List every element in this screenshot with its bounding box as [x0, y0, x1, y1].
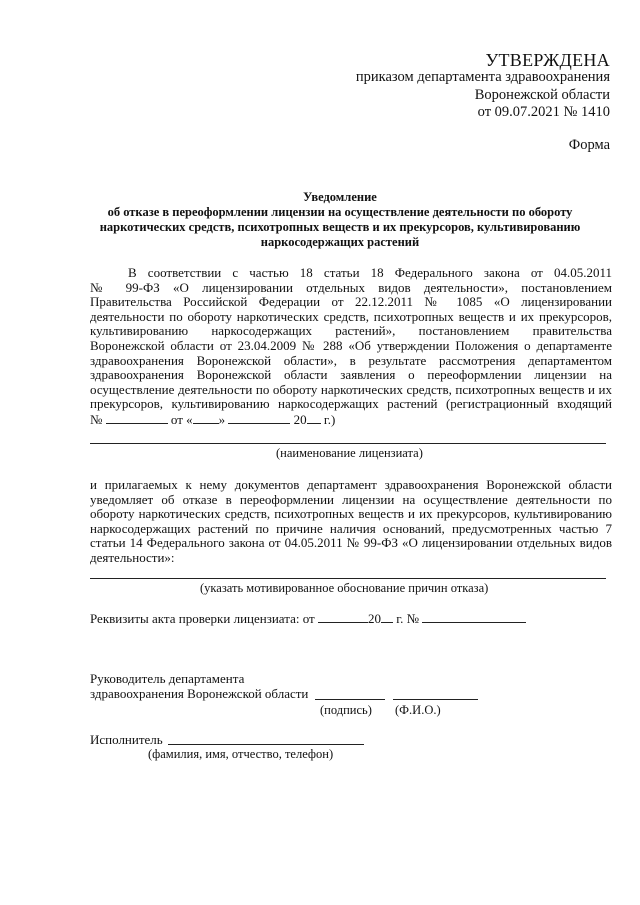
registration-line: № от « » 20 г.) — [90, 411, 336, 427]
signer-name-field[interactable] — [393, 699, 478, 700]
form-label: Форма — [568, 137, 610, 153]
executor-field[interactable] — [168, 744, 364, 745]
signer-position-line-1: Руководитель департамента — [90, 671, 245, 686]
inspection-number-field[interactable] — [422, 611, 526, 623]
para2-line: наркосодержащих растений по причине наличия оснований, предусмотренных частью 7 — [90, 520, 612, 536]
signer-name-caption: (Ф.И.О.) — [395, 703, 441, 717]
registration-year-field[interactable] — [307, 412, 321, 424]
inspection-date-field[interactable] — [318, 611, 368, 623]
paragraph-legal-basis — [90, 266, 612, 428]
para1-line: Правительства Российской Федерации от 22.12.2011 № 1085 «О лицензировании — [90, 294, 612, 310]
executor-label: Исполнитель — [90, 732, 163, 747]
paragraph-refusal — [90, 478, 612, 566]
heading-line-1: Уведомление — [303, 190, 377, 204]
signer-position-line-2: здравоохранения Воронежской области — [90, 686, 309, 701]
refusal-reason-field[interactable] — [90, 578, 606, 579]
para2-line: уведомляет об отказе в переоформлении лицензии на осуществление деятельности по — [90, 491, 612, 507]
inspection-year-field[interactable] — [381, 611, 393, 623]
notice-heading — [60, 190, 620, 250]
para2-line: обороту наркотических средств, психотропных веществ и их прекурсоров, культивированию — [90, 506, 612, 522]
licensee-name-field[interactable] — [90, 443, 606, 444]
inspection-label: Реквизиты акта проверки лицензиата: от — [90, 611, 315, 626]
para2-line: деятельности»: — [90, 549, 175, 565]
registration-day-field[interactable] — [193, 412, 219, 424]
para2-line: статьи 14 Федерального закона от 04.05.2011 № 99-ФЗ «О лицензировании отдельных видов — [90, 535, 612, 551]
para1-line: деятельности по обороту наркотических средств, психотропных веществ и их прекурсоров, — [90, 308, 612, 324]
para1-line: прекурсоров, культивированию наркосодержащих растений (регистрационный входящий — [90, 396, 612, 412]
inspection-line: Реквизиты акта проверки лицензиата: от 20 г. № — [90, 611, 526, 627]
registration-number-field[interactable] — [106, 412, 168, 424]
para2-line: и прилагаемых к нему документов департамент здравоохранения Воронежской области — [90, 477, 612, 492]
licensee-caption: (наименование лицензиата) — [276, 446, 423, 460]
signature-caption: (подпись) — [320, 703, 372, 717]
executor-caption: (фамилия, имя, отчество, телефон) — [148, 747, 334, 761]
approval-region-line: Воронежской области — [474, 87, 610, 103]
para1-line: здравоохранения Воронежской области», в результате рассмотрения департаментом — [90, 352, 612, 368]
registration-month-field[interactable] — [228, 412, 290, 424]
heading-line-3: наркотических средств, психотропных веществ и их прекурсоров, культивированию — [99, 220, 581, 234]
heading-line-2: об отказе в переоформлении лицензии на осуществление деятельности по обороту — [107, 205, 573, 219]
para1-line: осуществление деятельности по обороту наркотических средств, психотропных веществ и их — [90, 381, 612, 397]
para1-line: В соответствии с частью 18 статьи 18 Федерального закона от 04.05.2011 — [128, 265, 612, 280]
para1-line: здравоохранения Воронежской области заявления о переоформлении лицензии на — [90, 367, 612, 383]
signature-field[interactable] — [315, 699, 385, 700]
approval-date-line: от 09.07.2021 № 1410 — [477, 104, 610, 120]
heading-line-4: наркосодержащих растений — [260, 235, 420, 249]
reason-caption: (указать мотивированное обоснование причин отказа) — [200, 581, 489, 595]
para1-line: культивированию наркосодержащих растений», постановлением правительства — [90, 323, 612, 339]
approval-order-line: приказом департамента здравоохранения — [355, 69, 610, 85]
para1-line: № 99-ФЗ «О лицензировании отдельных видов деятельности», постановлением — [90, 279, 612, 295]
approval-title: УТВЕРЖДЕНА — [485, 50, 610, 70]
para1-line: Воронежской области от 23.04.2009 № 288 «Об утверждении Положения о департаменте — [90, 337, 612, 353]
